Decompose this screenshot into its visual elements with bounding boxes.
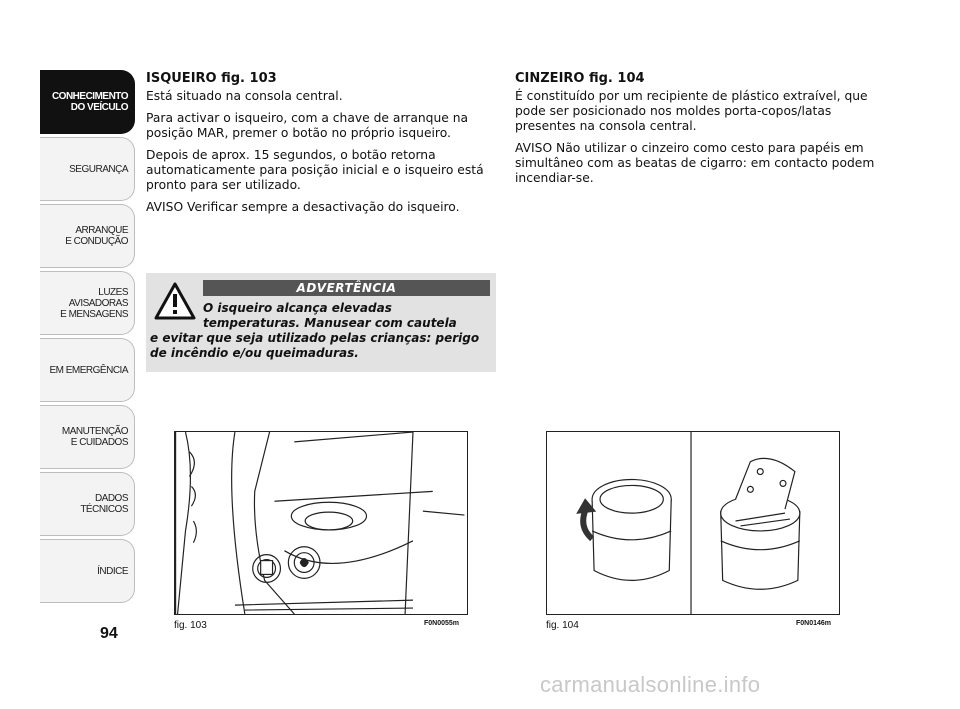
section-heading-cinzeiro: CINZEIRO fig. 104	[515, 71, 645, 86]
tab-luzes-avisadoras[interactable]: LUZES AVISADORAS E MENSAGENS	[40, 271, 135, 335]
warning-title: ADVERTÊNCIA	[203, 280, 490, 296]
tab-indice[interactable]: ÍNDICE	[40, 539, 135, 603]
chapter-tabs	[40, 70, 135, 606]
figure-103-lighter-illustration	[174, 431, 468, 615]
ashtray-drawing	[547, 432, 839, 614]
paragraph: É constituído por um recipiente de plástico extraível, que pode ser posicionado nos moldes porta-copos/latas presentes na consola central.	[515, 89, 868, 133]
tab-arranque-e-conducao[interactable]: ARRANQUE E CONDUÇÃO	[40, 204, 135, 268]
paragraph: AVISO Não utilizar o cinzeiro como cesto para papéis em simultâneo com as beatas de cigarro: em contacto podem incendiar-se.	[515, 141, 875, 185]
figure-104-label: fig. 104	[546, 620, 579, 631]
paragraph: Para activar o isqueiro, com a chave de arranque na posição MAR, premer o botão no próprio isqueiro.	[146, 111, 469, 140]
watermark: carmanualsonline.info	[540, 672, 761, 697]
tab-em-emergencia[interactable]: EM EMERGÊNCIA	[40, 338, 135, 402]
section-heading-isqueiro: ISQUEIRO fig. 103	[146, 71, 277, 86]
figure-103-label: fig. 103	[174, 620, 207, 631]
paragraph: AVISO Verificar sempre a desactivação do isqueiro.	[146, 200, 460, 214]
figure-104-code: F0N0146m	[796, 620, 832, 627]
warning-line: de incêndio e/ou queimaduras.	[150, 346, 359, 360]
lighter-console-drawing	[175, 432, 467, 614]
warning-line: O isqueiro alcança elevadas	[203, 301, 392, 315]
figure-104-ashtray-illustration	[546, 431, 840, 615]
tab-seguranca[interactable]: SEGURANÇA	[40, 137, 135, 201]
tab-dados-tecnicos[interactable]: DADOS TÉCNICOS	[40, 472, 135, 536]
paragraph: Depois de aprox. 15 segundos, o botão retorna automaticamente para posição inicial e o isqueiro está pronto para ser utilizado.	[146, 148, 484, 192]
figure-103-code: F0N0055m	[424, 620, 460, 627]
tab-manutencao-e-cuidados[interactable]: MANUTENÇÃO E CUIDADOS	[40, 405, 135, 469]
warning-line: temperaturas. Manusear com cautela	[203, 316, 457, 330]
warning-text	[150, 301, 492, 361]
paragraph: Está situado na consola central.	[146, 89, 343, 103]
section-isqueiro	[146, 71, 496, 222]
warning-line: e evitar que seja utilizado pelas crianças: perigo	[150, 331, 480, 345]
page-number: 94	[100, 625, 118, 642]
tab-conhecimento-do-veiculo[interactable]: CONHECIMENTO DO VEÍCULO	[40, 70, 135, 134]
section-cinzeiro	[515, 71, 875, 193]
warning-box	[146, 273, 496, 372]
